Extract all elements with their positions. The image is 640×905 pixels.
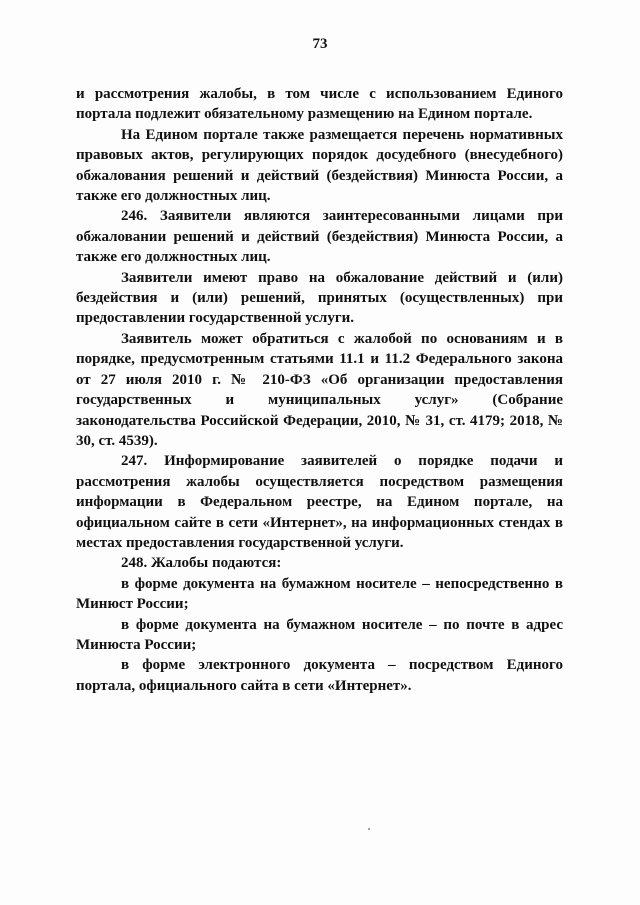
paragraph: На Едином портале также размещается перечень нормативных правовых актов, регулирующих порядок досудебного (внесудебного) обжалования решений и действий (бездействия) Минюста России, а также его должностных лиц.	[76, 126, 563, 205]
paragraph: в форме документа на бумажном носителе – по почте в адрес Минюста России;	[76, 616, 563, 653]
scan-speck	[368, 828, 370, 830]
paragraph: Заявитель может обратиться с жалобой по основаниям и в порядке, предусмотренным статьями 11.1 и 11.2 Федерального закона от 27 июля 2010 г. № 210-ФЗ «Об организации предоставления государственных и муниципальных услуг» (Собрание законодательства Российской Федерации, 2010, № 31, ст. 4179; 2018, № 30, ст. 4539).	[76, 330, 563, 449]
paragraph: 248. Жалобы подаются:	[121, 555, 282, 572]
paragraph: в форме электронного документа – посредством Единого портала, официального сайта в сети «Интернет».	[76, 657, 563, 694]
paragraph: в форме документа на бумажном носителе – непосредственно в Минюст России;	[76, 575, 563, 613]
paragraph: 247. Информирование заявителей о порядке подачи и рассмотрения жалобы осуществляется посредством размещения информации в Федеральном реестре, на Едином портале, на официальном сайте в сети «Интернет», на информационных стендах в местах предоставления государственной услуги.	[76, 453, 563, 551]
paragraph: 246. Заявители являются заинтересованными лицами при обжаловании решений и действий (бездействия) Минюста России, а также его должностных лиц.	[76, 208, 563, 266]
page-number: 73	[312, 36, 328, 52]
document-body	[76, 84, 563, 696]
paragraph: Заявители имеют право на обжалование действий и (или) бездействия и (или) решений, принятых (осуществленных) при предоставлении государственной услуги.	[76, 269, 563, 327]
paragraph: и рассмотрения жалобы, в том числе с использованием Единого портала подлежит обязательному размещению на Едином портале.	[76, 86, 563, 123]
